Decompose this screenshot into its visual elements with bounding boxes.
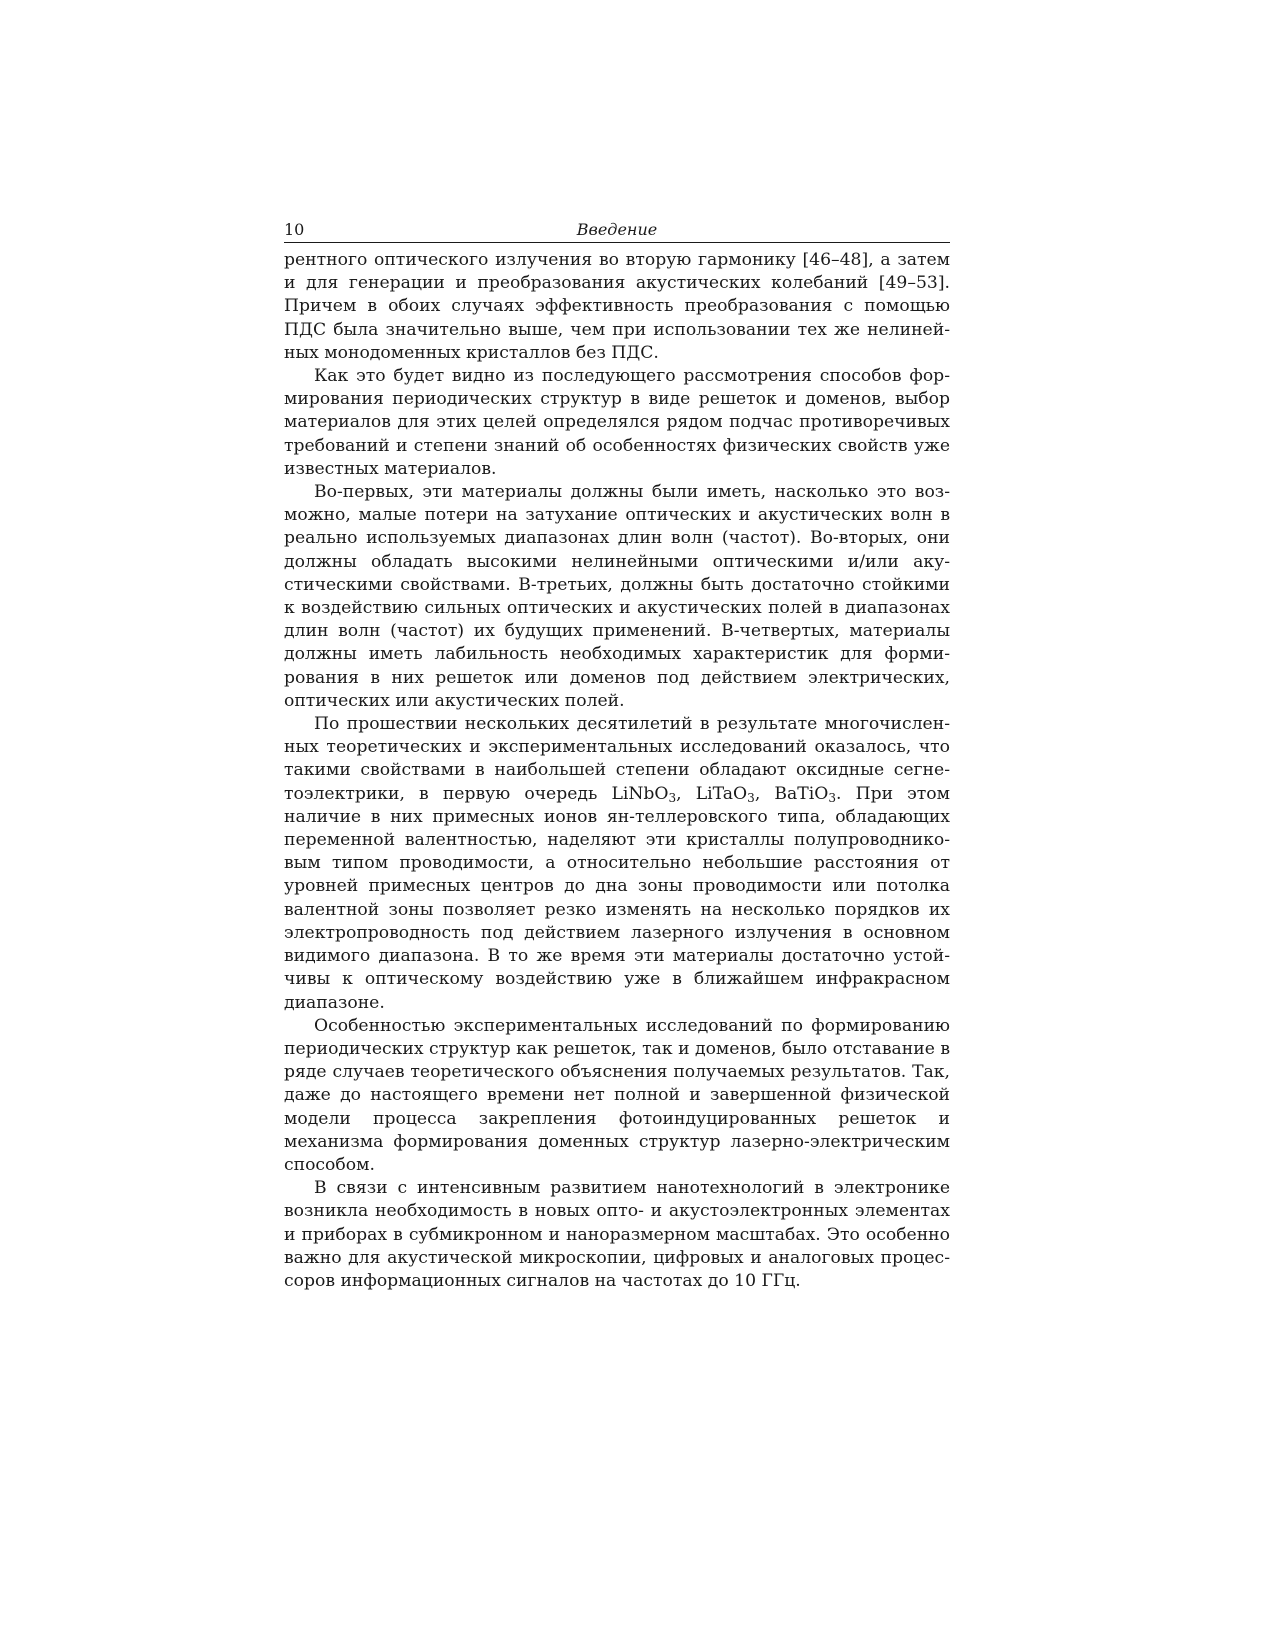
paragraph-1: рентного оптического излучения во вторую гармонику [46–48], а затем и для генерации и преобразования акустических колебаний [49–53]. Причем в обоих случаях эффективность преобразования с помощью ПДС была значительно выше, чем при использовании тех же нелинейных монодоменных кристаллов без ПДС.: [284, 250, 950, 363]
paragraph-4: По прошествии нескольких десятилетий в результате многочисленных теоретических и экспериментальных исследований оказалось, что такими свойствами в наибольшей степени обладают оксидные сегнетоэлектрики, в первую очередь LiNbO$_3$, LiTaO$_3$, BaTiO$_3$. При этом наличие в них примесных ионов ян-теллеровского типа, обладающих переменной валентностью, наделяют эти кристаллы полупроводниковым типом проводимости, а относительно небольшие расстояния от уровней примесных центров до дна зоны проводимости или потолка валентной зоны позволяет резко изменять на несколько порядков их электропроводность под действием лазерного излучения в основном видимого диапазона. В то же время эти материалы достаточно устойчивы к оптическому воздействию уже в ближайшем инфракрасном диапазоне.: [284, 714, 950, 1013]
paragraph-2: Как это будет видно из последующего рассмотрения способов формирования периодических структур в виде решеток и доменов, выбор материалов для этих целей определялся рядом подчас противоречивых требований и степени знаний об особенностях физических свойств уже известных материалов.: [284, 366, 950, 479]
formula-batio3: BaTiO$_3$: [774, 783, 836, 805]
paragraph-4-text-before: По прошествии нескольких десятилетий в результате многочисленных теоретических и экспериментальных исследований оказалось, что такими свойствами в наибольшей степени обладают оксидные сегнетоэлектрики, в первую очередь: [284, 714, 950, 804]
paragraph-5: Особенностью экспериментальных исследований по формированию периодических структур как решеток, так и доменов, было отставание в ряде случаев теоретического объяснения получаемых результатов. Так, даже до настоящего времени нет полной и завершенной физической модели процесса закрепления фотоиндуцированных решеток и механизма формирования доменных структур лазерно-электрическим способом.: [284, 1015, 951, 1175]
paragraph-3: Во-первых, эти материалы должны были иметь, насколько это возможно, малые потери на затухание оптических и акустических волн в реально используемых диапазонах длин волн (частот). Во-вторых, они должны обладать высокими нелинейными оптическими и/или акустическими свойствами. В-третьих, должны быть достаточно стойкими к воздействию сильных оптических и акустических полей в диапазонах длин волн (частот) их будущих применений. В-четвертых, материалы должны иметь лабильность необходимых характеристик для формирования в них решеток или доменов под действием электрических, оптических или акустических полей.: [284, 482, 950, 711]
body-text: [284, 249, 950, 1293]
paragraph-6: В связи с интенсивным развитием нанотехнологий в электронике возникла необходимость в новых опто- и акустоэлектронных элементах и приборах в субмикронном и наноразмерном масштабах. Это особенно важно для акустической микроскопии, цифровых и аналоговых процессоров информационных сигналов на частотах до 10 ГГц.: [284, 1178, 950, 1291]
paragraph-4-text-after: . При этом наличие в них примесных ионов ян-теллеровского типа, обладающих переменной валентностью, наделяют эти кристаллы полупроводниковым типом проводимости, а относительно небольшие расстояния от уровней примесных центров до дна зоны проводимости или потолка валентной зоны позволяет резко изменять на несколько порядков их электропроводность под действием лазерного излучения в основном видимого диапазона. В то же время эти материалы достаточно устойчивы к оптическому воздействию уже в ближайшем инфракрасном диапазоне.: [284, 783, 950, 1013]
book-page: [284, 218, 950, 1293]
section-title: Введение: [576, 220, 658, 239]
running-head: [284, 218, 950, 243]
page-number: 10: [284, 220, 305, 239]
formula-litao3: LiTaO$_3$: [695, 783, 755, 805]
formula-linbo3: LiNbO$_3$: [611, 783, 677, 805]
